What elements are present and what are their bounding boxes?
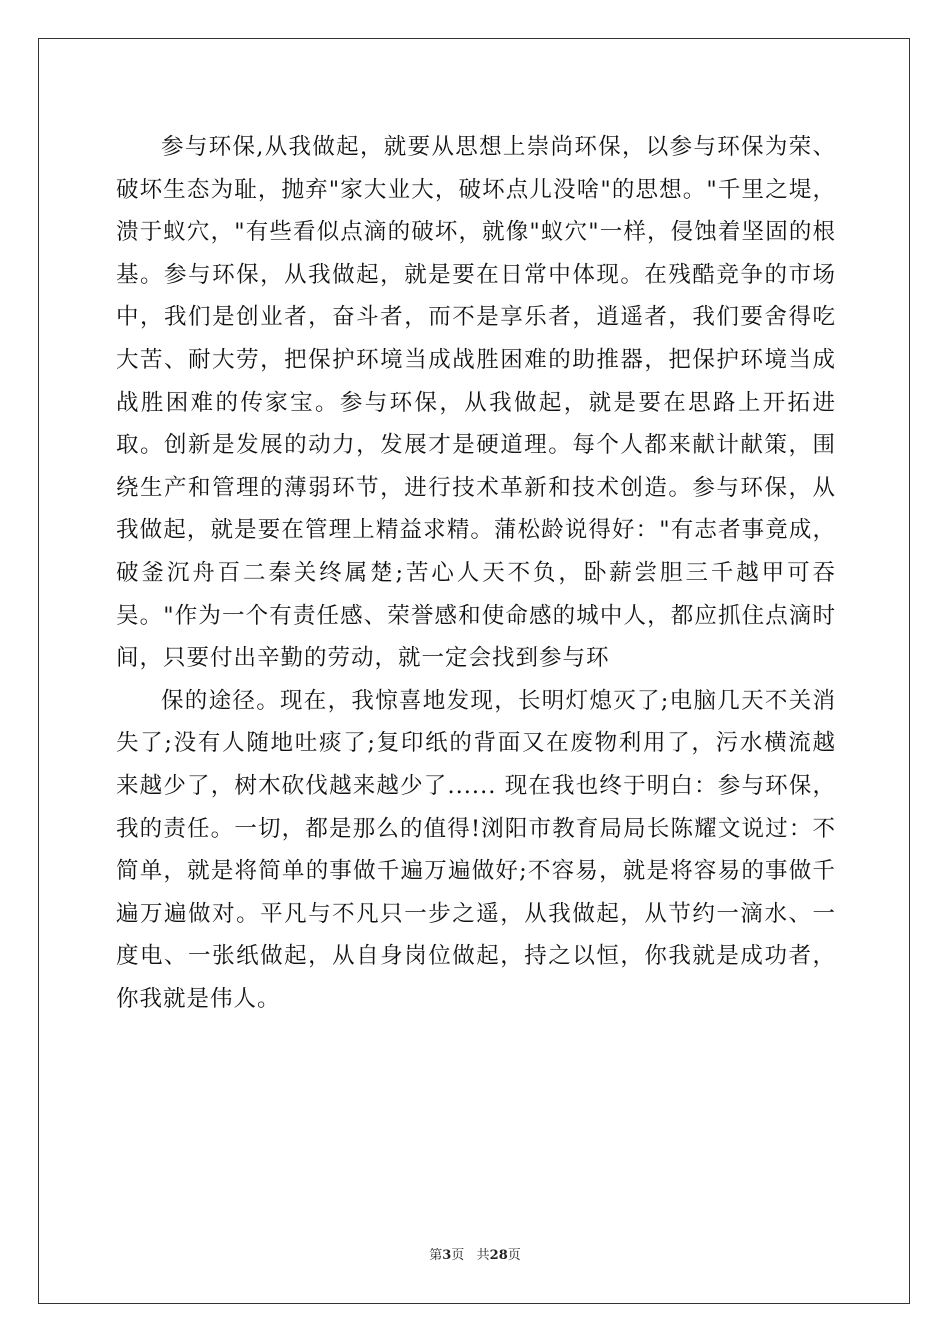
document-body: [116, 126, 836, 1020]
current-page-number: 3: [442, 1248, 452, 1263]
paragraph-1: 参与环保,从我做起，就要从思想上崇尚环保，以参与环保为荣、破坏生态为耻，抛弃"家大业大，破坏点儿没啥"的思想。"千里之堤，溃于蚁穴，"有些看似点滴的破坏，就像"蚁穴"一样，侵蚀着坚固的根基。参与环保，从我做起，就是要在日常中体现。在残酷竞争的市场中，我们是创业者，奋斗者，而不是享乐者，逍遥者，我们要舍得吃大苦、耐大劳，把保护环境当成战胜困难的助推器，把保护环境当成战胜困难的传家宝。参与环保，从我做起，就是要在思路上开拓进取。创新是发展的动力，发展才是硬道理。每个人都来献计献策，围绕生产和管理的薄弱环节，进行技术革新和技术创造。参与环保，从我做起，就是要在管理上精益求精。蒲松龄说得好："有志者事竟成，破釜沉舟百二秦关终属楚;苦心人天不负，卧薪尝胆三千越甲可吞吴。"作为一个有责任感、荣誉感和使命感的城中人，都应抓住点滴时间，只要付出辛勤的劳动，就一定会找到参与环: [116, 134, 836, 672]
page-footer: [0, 1247, 950, 1265]
footer-prefix: 第: [429, 1248, 443, 1263]
total-page-number: 28: [489, 1248, 508, 1263]
footer-suffix: 页: [507, 1248, 521, 1263]
paragraph-2: 保的途径。现在，我惊喜地发现，长明灯熄灭了;电脑几天不关消失了;没有人随地吐痰了;复印纸的背面又在废物利用了，污水横流越来越少了，树木砍伐越来越少了...... 现在我也终于明白：参与环保，我的责任。一切，都是那么的值得!浏阳市教育局局长陈耀文说过：不简单，就是将简单的事做千遍万遍做好;不容易，就是将容易的事做千遍万遍做对。平凡与不凡只一步之遥，从我做起，从节约一滴水、一度电、一张纸做起，从自身岗位做起，持之以恒，你我就是成功者，你我就是伟人。: [116, 687, 836, 1012]
footer-middle: 页 共: [451, 1248, 490, 1263]
